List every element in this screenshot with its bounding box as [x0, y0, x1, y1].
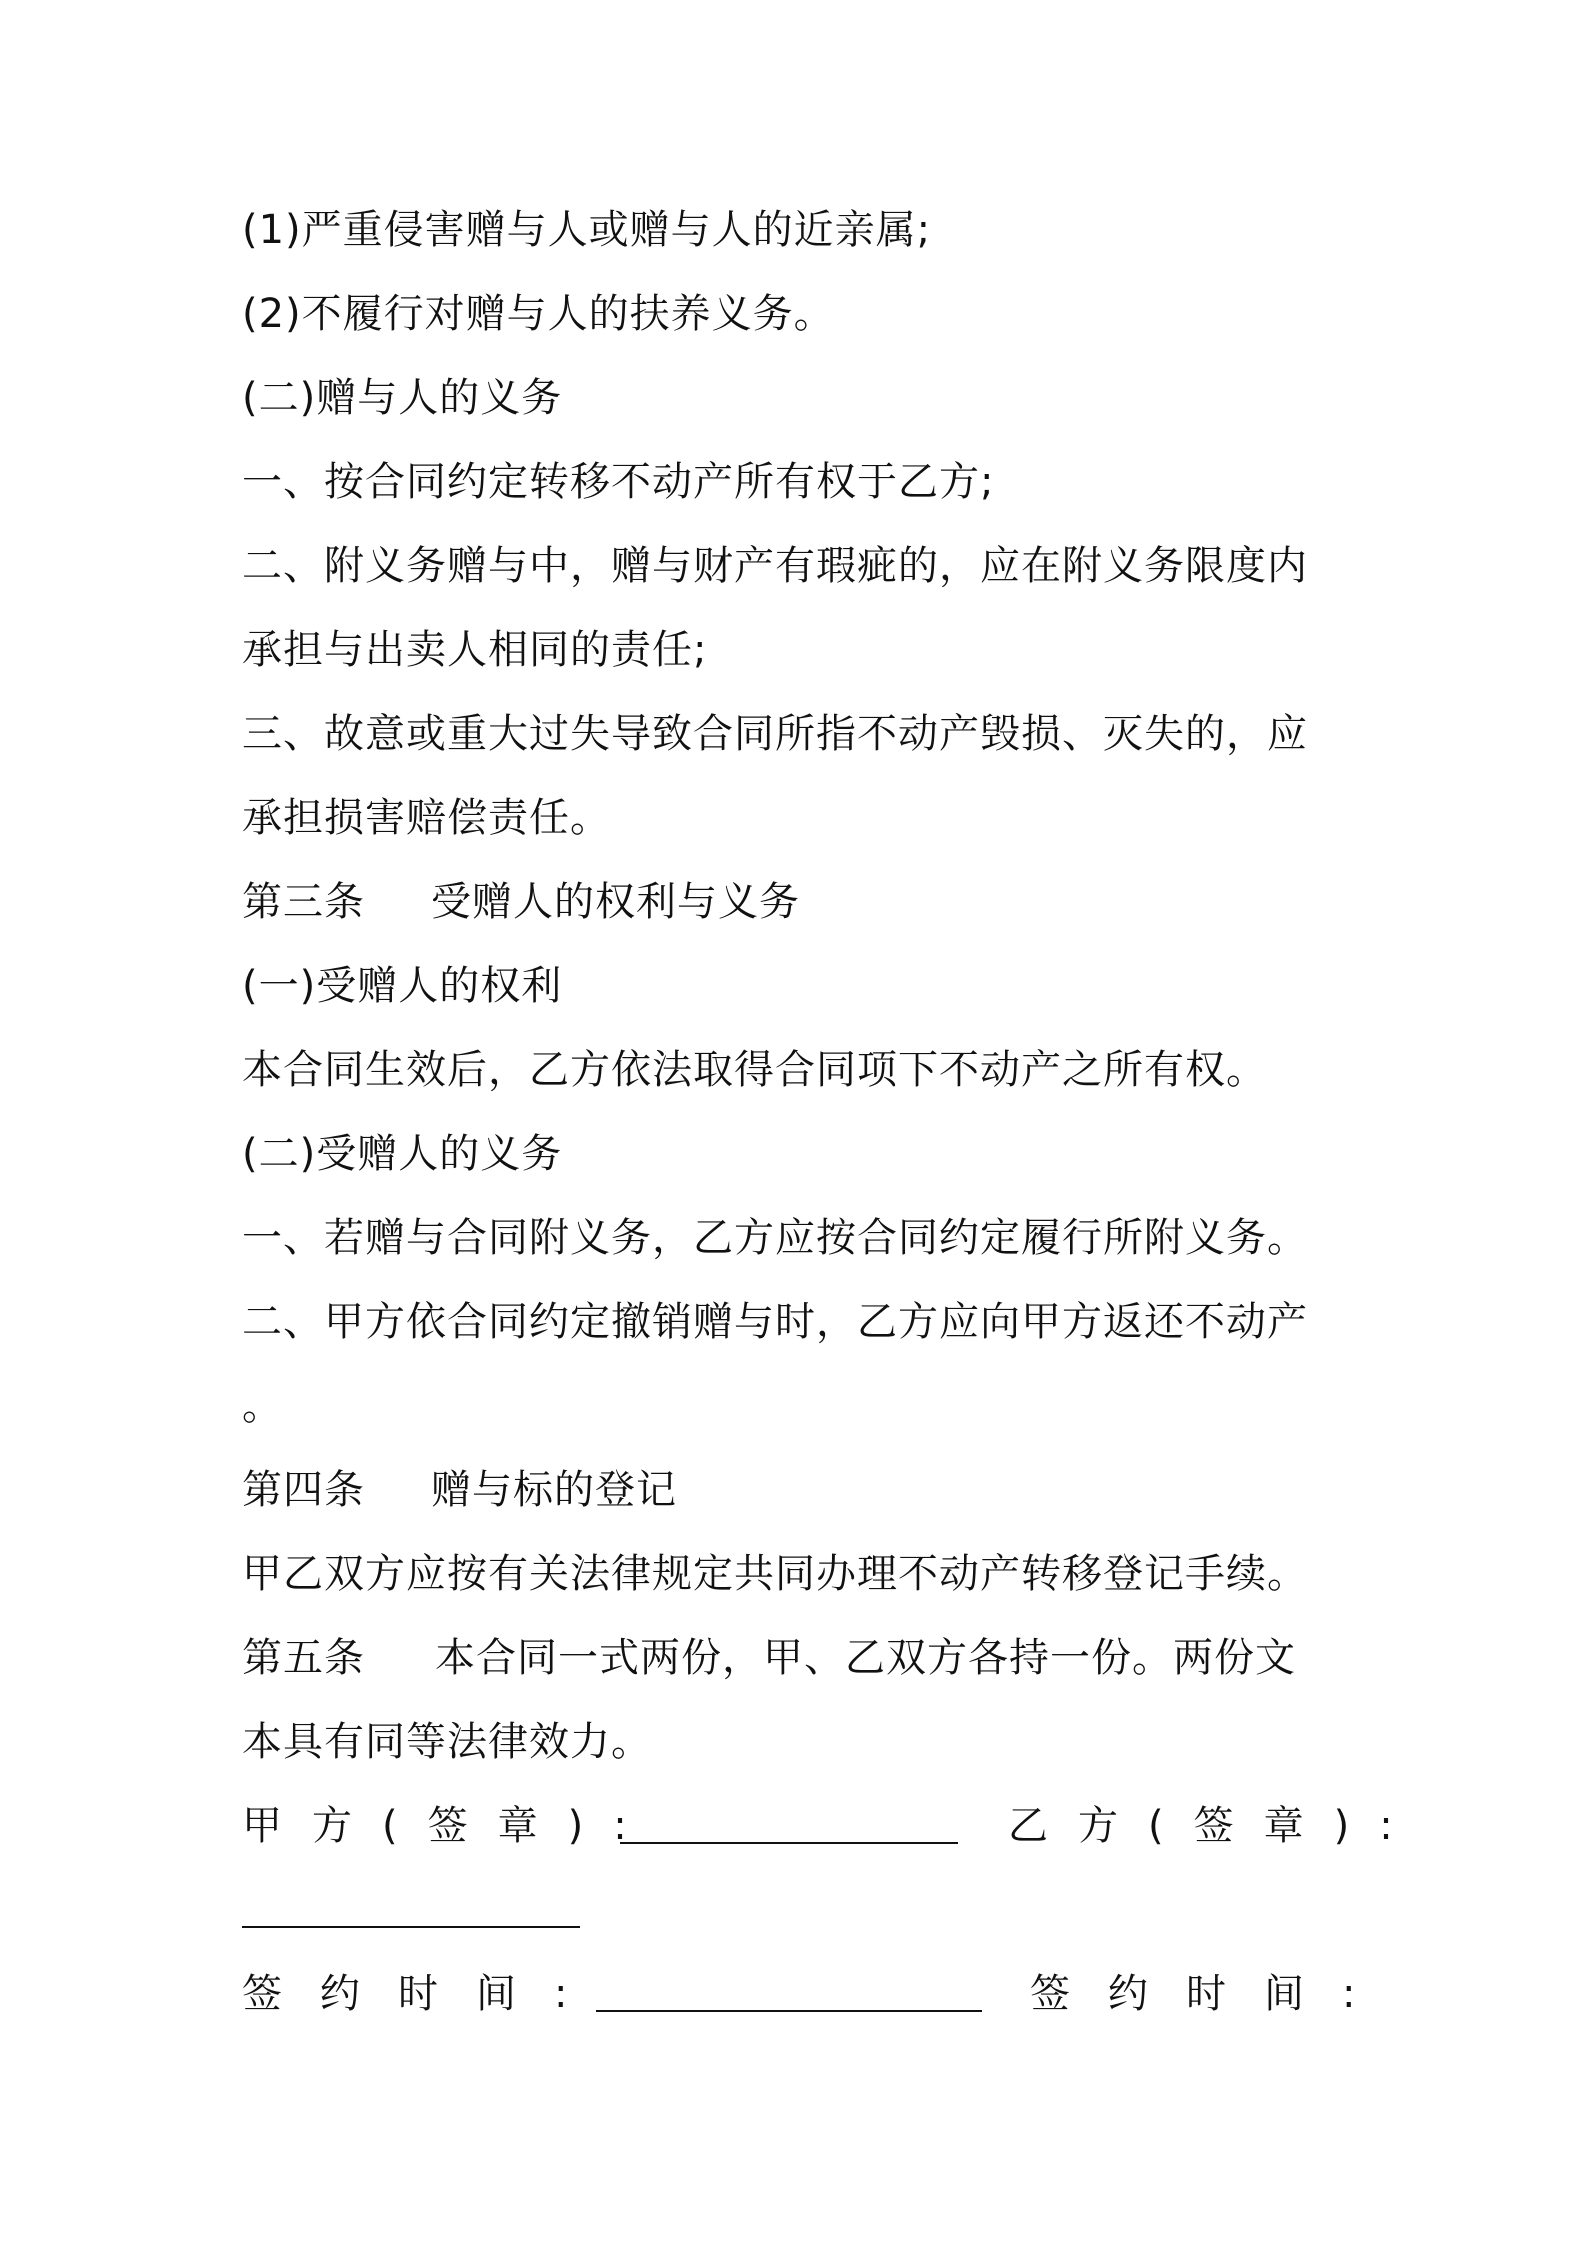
- clause-line: 二、附义务赠与中，赠与财产有瑕疵的，应在附义务限度内: [242, 543, 1308, 589]
- party-a-signature-line: [620, 1842, 958, 1844]
- date-b-label: 签约时间:: [1030, 1971, 1394, 2017]
- clause-line: 承担与出卖人相同的责任;: [242, 627, 708, 673]
- article-title: 受赠人的权利与义务: [431, 879, 800, 925]
- clause-line: 一、若赠与合同附义务，乙方应按合同约定履行所附义务。: [242, 1215, 1308, 1261]
- article-heading: [242, 1462, 1362, 1518]
- article-text: 本合同一式两份，甲、乙双方各持一份。两份文: [435, 1635, 1296, 1681]
- clause-line: 承担损害赔偿责任。: [242, 795, 611, 841]
- party-a-signature-label: 甲方(签章):: [242, 1803, 657, 1849]
- article-heading: [242, 874, 1362, 930]
- article-number: 第四条: [242, 1467, 365, 1513]
- article-title: 赠与标的登记: [431, 1467, 677, 1513]
- clause-line: 本合同生效后，乙方依法取得合同项下不动产之所有权。: [242, 1047, 1267, 1093]
- date-a-line: [596, 2010, 982, 2012]
- clause-line: 甲乙双方应按有关法律规定共同办理不动产转移登记手续。: [242, 1551, 1308, 1597]
- section-heading: (二)受赠人的义务: [242, 1131, 563, 1177]
- date-a-label: 签约时间:: [242, 1971, 606, 2017]
- article-heading: [242, 1630, 1362, 1686]
- clause-line: (2)不履行对赠与人的扶养义务。: [242, 291, 835, 337]
- section-heading: (二)赠与人的义务: [242, 375, 563, 421]
- article-number: 第三条: [242, 879, 365, 925]
- clause-line: 。: [242, 1383, 283, 1429]
- clause-line: 二、甲方依合同约定撤销赠与时，乙方应向甲方返还不动产: [242, 1299, 1308, 1345]
- clause-line: (1)严重侵害赠与人或赠与人的近亲属;: [242, 207, 932, 253]
- clause-line: 本具有同等法律效力。: [242, 1719, 652, 1765]
- clause-line: 三、故意或重大过失导致合同所指不动产毁损、灭失的，应: [242, 711, 1308, 757]
- clause-line: 一、按合同约定转移不动产所有权于乙方;: [242, 459, 995, 505]
- party-b-signature-line: [242, 1926, 580, 1928]
- section-heading: (一)受赠人的权利: [242, 963, 563, 1009]
- article-number: 第五条: [242, 1635, 365, 1681]
- party-b-signature-label: 乙方(签章):: [1008, 1803, 1423, 1849]
